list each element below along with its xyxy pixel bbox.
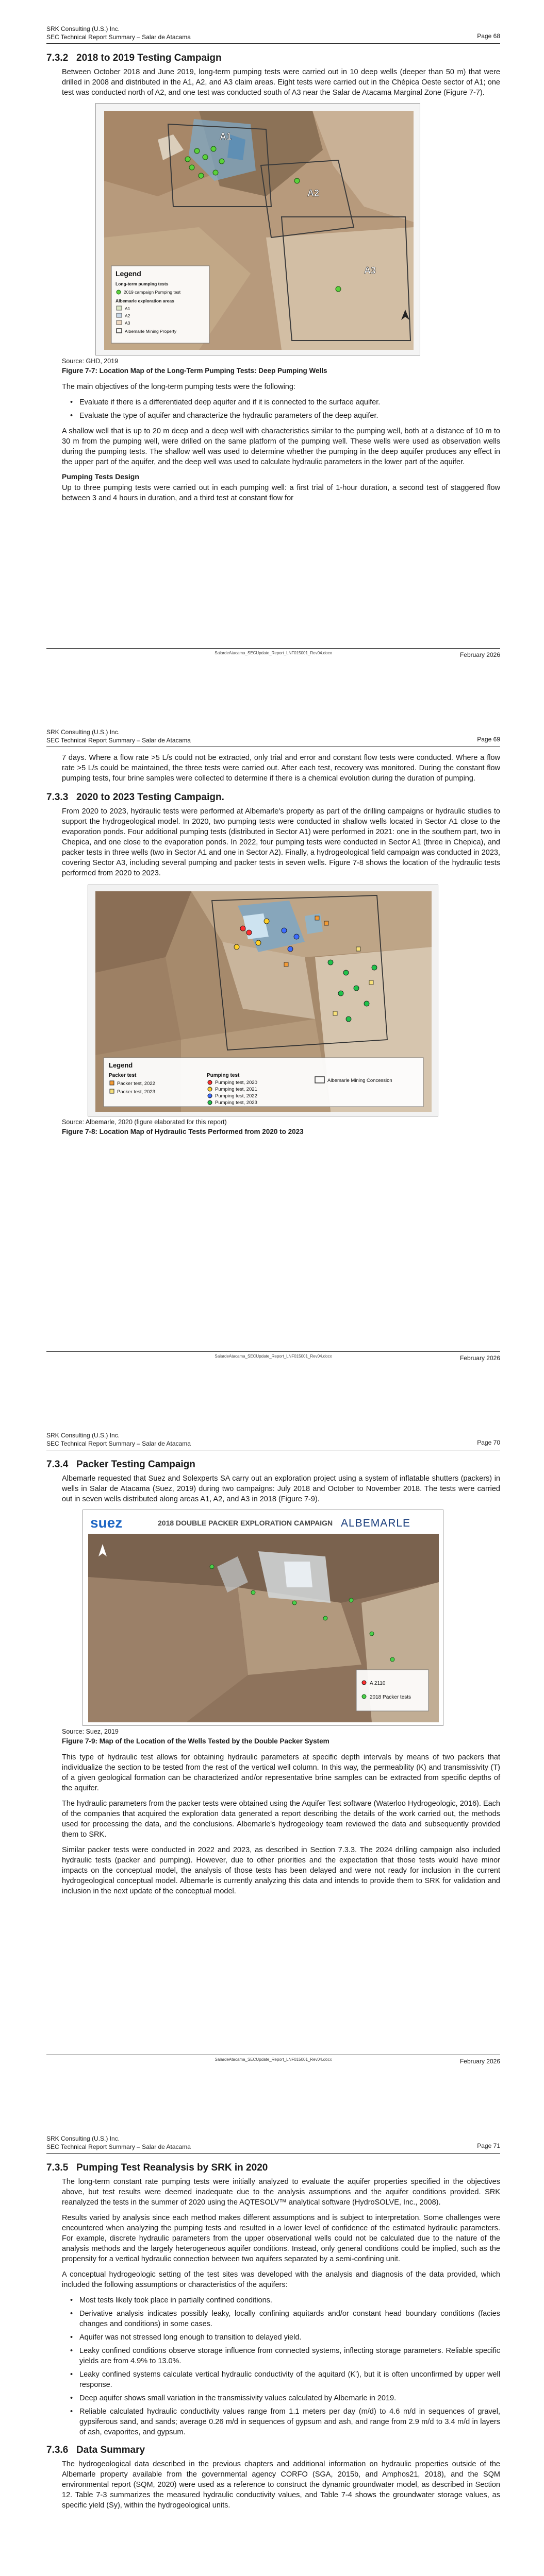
list-item: • Evaluate the type of aquifer and characterize the hydraulic parameters of the deep aquifer. (79, 411, 500, 421)
body-paragraph: The hydrogeological data described in the previous chapters and additional information on hydraulic properties outside of the Albemarle property available from the governmental agency CORFO (SGA, 2015b, and Amphos21, 2018), and the SQM environmental report (SQM, 2020) were used as a reference to construct the dynamic groundwater model, as described in Section 12. Table 7-3 summarizes the measured hydraulic conductivity values, and Table 7-4 shows the groundwater storage values, as specific yield (Sy), within the hydrogeological units. (62, 2460, 500, 2510)
legend-swatch (110, 1081, 114, 1085)
section-number: 7.3.2 (46, 53, 69, 63)
figure-caption: Figure 7-8: Location Map of Hydraulic Tests Performed from 2020 to 2023 (62, 1128, 304, 1136)
figure-source: Source: GHD, 2019 (62, 358, 119, 365)
report-title: SEC Technical Report Summary – Salar de Atacama (46, 33, 191, 41)
legend-swatch (362, 1681, 366, 1685)
zone-label-a3: A3 (364, 265, 376, 276)
report-page-71 (0, 2110, 544, 2576)
section-number: 7.3.5 (46, 2162, 69, 2173)
legend-item: Pumping test, 2021 (215, 1087, 257, 1092)
legend-item: Packer test, 2022 (117, 1081, 155, 1087)
list-item: • Reliable calculated hydraulic conductivity values range from 1.1 meters per day (m/d) to 4.6 m/d in sequences of gravel, gypsiferous sand, and sands; average 0.26 m/d in sequences of gypsum and ash, and range from 2.9 m/d to 3.4 m/d in layers of ash, evaporites, and gypsum. (79, 2406, 500, 2437)
footer-filename: SalardeAtacama_SECUpdate_Report_LNF015001_Rev04.docx (215, 1354, 332, 1359)
body-paragraph: The long-term constant rate pumping tests were initially analyzed to evaluate the aquifer properties specified in the objectives above, but test results were deemed inadequate due to the analysis assumptions and the aquifer conditions provided. SRK reanalyzed the tests in the summer of 2020 using the AQTESOLV™ analytical software (HydroSOLVE, Inc., 2008). (62, 2178, 500, 2207)
assumptions-list (79, 2295, 500, 2437)
objectives-intro: The main objectives of the long-term pumping tests were the following: (62, 383, 295, 391)
header-rule (46, 2153, 500, 2154)
continued-paragraph: 7 days. Where a flow rate >5 L/s could not be extracted, only trial and error and constant flow tests were conducted. Where a flow rate >5 L/s could be maintained, the three tests were carried out. After each test, recovery was monitored. During the constant flow pumping tests, four brine samples were collected to determine if there is a chemical evolution during the duration of pumping. (62, 754, 500, 783)
figure-7-7-map (95, 103, 420, 355)
legend-title: Legend (109, 1061, 133, 1069)
figure-source: Source: Suez, 2019 (62, 1728, 119, 1735)
section-heading (46, 1459, 500, 1470)
body-paragraph: Results varied by analysis since each method makes different assumptions and is subject to interpretation. Some challenges were encountered when analyzing the pumping tests and resulted in a lower level of confidence of the estimated hydraulic parameters. For example, discrete hydraulic parameters from the upper observational wells could not be calculated due to the nature of the analysis methods and the largely heterogeneous aquifer conditions. Instead, only general conditions could be implied, such as the propensity for a vertical hydraulic connection between two aquifers separated by a semi-confining unit. (62, 2214, 500, 2263)
report-title: SEC Technical Report Summary – Salar de Atacama (46, 2143, 191, 2150)
section-heading (46, 2162, 500, 2174)
legend-swatch (117, 290, 121, 294)
report-page-68 (0, 0, 544, 703)
page-footer (46, 1351, 500, 1362)
legend-item: 2019 campaign Pumping test (124, 290, 181, 295)
legend-swatch (117, 320, 122, 325)
legend-swatch (208, 1080, 212, 1084)
legend-swatch (110, 1089, 114, 1093)
figure-7-9-map (83, 1510, 443, 1726)
legend-swatch (208, 1094, 212, 1098)
legend-item: Albemarle Mining Property (125, 329, 177, 334)
zone-label-a2: A2 (307, 188, 320, 198)
figure-source: Source: Albemarle, 2020 (figure elaborated for this report) (62, 1118, 227, 1126)
section-title: Pumping Test Reanalysis by SRK in 2020 (76, 2162, 268, 2173)
page-footer (46, 648, 500, 658)
page-header (46, 728, 500, 744)
legend-item: A 2110 (370, 1681, 386, 1686)
list-item: • Most tests likely took place in partially confined conditions. (79, 2295, 500, 2306)
list-item: • Leaky confined systems calculate vertical hydraulic conductivity of the aquitard (K'), but it is often unconfirmed by upper well response. (79, 2369, 500, 2390)
body-paragraph: Similar packer tests were conducted in 2022 and 2023, as described in Section 7.3.3. The 2024 drilling campaign also included hydraulic tests (packer and pumping). However, due to other priorities and the expectation that those tests would have minor impacts on the conceptual model, the analysis of those tests has been delayed and were not ready for inclusion in the current hydrogeological conceptual model. Albemarle is currently analyzing this data and intends to provide them to SRK for validation and inclusion in the next update of the conceptual model. (62, 1846, 500, 1895)
section-title: 2018 to 2019 Testing Campaign (76, 53, 222, 63)
legend-swatch (208, 1087, 212, 1091)
report-title: SEC Technical Report Summary – Salar de Atacama (46, 737, 191, 744)
company-name: SRK Consulting (U.S.) Inc. (46, 25, 120, 32)
figure-banner: 2018 DOUBLE PACKER EXPLORATION CAMPAIGN (158, 1519, 333, 1527)
legend-item: Albemarle Mining Concession (327, 1078, 392, 1083)
list-item: • Deep aquifer shows small variation in the transmissivity values calculated by Albemarle in 2019. (79, 2393, 500, 2403)
satellite-map (83, 1510, 443, 1726)
body-paragraph: The hydraulic parameters from the packer tests were obtained using the Aquifer Test software (Waterloo Hydrogeologic, 2016). Each of the companies that acquired the exploration data generated a report describing the details of the work carried out, the methods used for processing the data, and the conclusions. Albemarle's hydrogeology team reviewed the data and subsequently provided them to SRK. (62, 1800, 500, 1839)
list-item: • Derivative analysis indicates possibly leaky, locally confining aquitards and/or constant head boundary conditions (facies changes and conditions) in some cases. (79, 2309, 500, 2329)
legend-group-title: Packer test (109, 1073, 137, 1078)
legend-item: A2 (125, 313, 130, 318)
section-number: 7.3.6 (46, 2445, 69, 2455)
albemarle-logo: ALBEMARLE (341, 1517, 411, 1529)
figure-caption: Figure 7-9: Map of the Location of the Wells Tested by the Double Packer System (62, 1737, 329, 1745)
legend-item: A1 (125, 306, 130, 311)
report-title: SEC Technical Report Summary – Salar de Atacama (46, 1440, 191, 1447)
footer-date: February 2026 (459, 651, 500, 658)
figure-caption: Figure 7-7: Location Map of the Long-Term Pumping Tests: Deep Pumping Wells (62, 367, 327, 375)
legend-swatch (208, 1100, 212, 1105)
page-number: Page 71 (477, 2142, 500, 2149)
header-rule (46, 43, 500, 44)
page-header (46, 25, 500, 41)
footer-date: February 2026 (459, 2058, 500, 2065)
report-page-69 (0, 703, 544, 1406)
list-item: • Aquifer was not stressed long enough to transition to delayed yield. (79, 2332, 500, 2343)
section-title: 2020 to 2023 Testing Campaign. (76, 792, 224, 803)
legend-item: Packer test, 2023 (117, 1089, 155, 1095)
section-heading (46, 2445, 500, 2456)
company-name: SRK Consulting (U.S.) Inc. (46, 728, 120, 736)
body-paragraph: A conceptual hydrogeologic setting of the test sites was developed with the analysis and diagnosis of the data provided, which included the following assumptions or characteristics of the aquifers: (62, 2270, 500, 2289)
legend-item: Long-term pumping tests (116, 281, 169, 286)
page-number: Page 69 (477, 736, 500, 743)
figure-7-8-map (88, 885, 438, 1116)
suez-logo: suez (90, 1515, 123, 1531)
intro-paragraph: Between October 2018 and June 2019, long-term pumping tests were carried out in 10 deep wells (deeper than 50 m) that were drilled in 2008 and distributed in the A1, A2, and A3 claim areas. Eight tests were carried out in the Chépica Oeste sector of A1; one test was conducted north of A2, and one test was conducted south of A3 near the Salar de Atacama Marginal Zone (Figure 7-7). (62, 68, 500, 97)
section-number: 7.3.3 (46, 792, 69, 803)
company-name: SRK Consulting (U.S.) Inc. (46, 2135, 120, 2142)
footer-date: February 2026 (459, 1354, 500, 1362)
section-heading (46, 792, 500, 803)
legend-item: Pumping test, 2020 (215, 1080, 257, 1086)
body-paragraph: This type of hydraulic test allows for obtaining hydraulic parameters at specific depth intervals by means of two packers that individualize the section to be tested from the rest of the vertical well column. In this way, the permeability (K) and transmissivity (T) of a given geological formation can be characterized and/or representative brine samples can be extracted from specific depths of the aquifer. (62, 1753, 500, 1792)
section-number: 7.3.4 (46, 1459, 69, 1470)
zone-label-a1: A1 (220, 131, 232, 142)
satellite-map (96, 104, 420, 355)
legend-item: Pumping test, 2022 (215, 1093, 257, 1099)
intro-paragraph: Albemarle requested that Suez and Solexperts SA carry out an exploration project using a system of inflatable shutters (packers) in wells in Salar de Atacama (Suez, 2019) during two campaigns: July 2018 and October to November 2018. The tests were carried out in seven wells distributed along areas A1, A2, and A3 in 2018 (Figure 7-9). (62, 1475, 500, 1503)
subheading: Pumping Tests Design (62, 472, 139, 481)
list-item: • Leaky confined conditions observe storage influence from connected systems, inflecting storage parameters. Reliable specific yields are from 4.9% to 13.0%. (79, 2346, 500, 2366)
design-paragraph: Up to three pumping tests were carried out in each pumping well: a first trial of 1-hour duration, a second test of staggered flow between 3 and 4 hours in duration, and a third test at constant flow for (62, 484, 500, 502)
page-header (46, 2134, 500, 2151)
body-paragraph: From 2020 to 2023, hydraulic tests were performed at Albemarle's property as part of the drilling campaigns or hydraulic studies to support the hydrogeological model. In 2020, two pumping tests were conducted in shallow wells located in Sector A1 close to the evaporation ponds. Four additional pumping tests (distributed in Sector A1) were performed in 2021: one in the southern part, two in Chepica, and one close to the evaporation ponds. In 2022, four pumping tests were conducted in Sector A1 (three in Chepica), and packer tests in three wells (two in Sector A1 and one in Sector A2). Finally, a hydrogeological field campaign was conducted in 2023, covering Sector A3, including several pumping and packer tests in seven wells. Figure 7-8 shows the location of the hydraulic tests performed from 2020 to 2023. (62, 807, 500, 877)
section-title: Packer Testing Campaign (76, 1459, 195, 1470)
shallow-well-paragraph: A shallow well that is up to 20 m deep and a deep well with characteristics similar to the pumping well, both at a distance of 10 m to 30 m from the pumping well, were drilled on the same platform of the pumping well. These wells were used as observation wells during the pumping tests. The shallow well was used to determine whether the pumping in the deep aquifer produces any effect in the upper part of the aquifer, and the deep well was used to calculate hydraulic parameters in the lower part of the aquifer. (62, 427, 500, 466)
company-name: SRK Consulting (U.S.) Inc. (46, 1432, 120, 1439)
objectives-list (79, 397, 500, 421)
list-item: • Evaluate if there is a differentiated deep aquifer and if it is connected to the surface aquifer. (79, 397, 500, 408)
section-heading (46, 53, 500, 64)
legend-swatch (362, 1694, 366, 1699)
section-title: Data Summary (76, 2445, 145, 2455)
legend-group-title: Pumping test (207, 1073, 240, 1078)
legend-item: Pumping test, 2023 (215, 1100, 257, 1106)
legend-item: A3 (125, 320, 130, 326)
legend-item: 2018 Packer tests (370, 1694, 411, 1700)
page-header (46, 1431, 500, 1448)
legend-title: Legend (116, 269, 141, 278)
legend-item: Albemarle exploration areas (116, 298, 174, 303)
page-number: Page 70 (477, 1439, 500, 1446)
page-number: Page 68 (477, 32, 500, 40)
page-footer (46, 2055, 500, 2065)
legend-swatch (117, 306, 122, 310)
satellite-map (88, 885, 438, 1116)
footer-filename: SalardeAtacama_SECUpdate_Report_LNF015001_Rev04.docx (215, 2057, 332, 2062)
legend-swatch (117, 313, 122, 317)
report-page-70 (0, 1406, 544, 2110)
footer-filename: SalardeAtacama_SECUpdate_Report_LNF015001_Rev04.docx (215, 651, 332, 655)
